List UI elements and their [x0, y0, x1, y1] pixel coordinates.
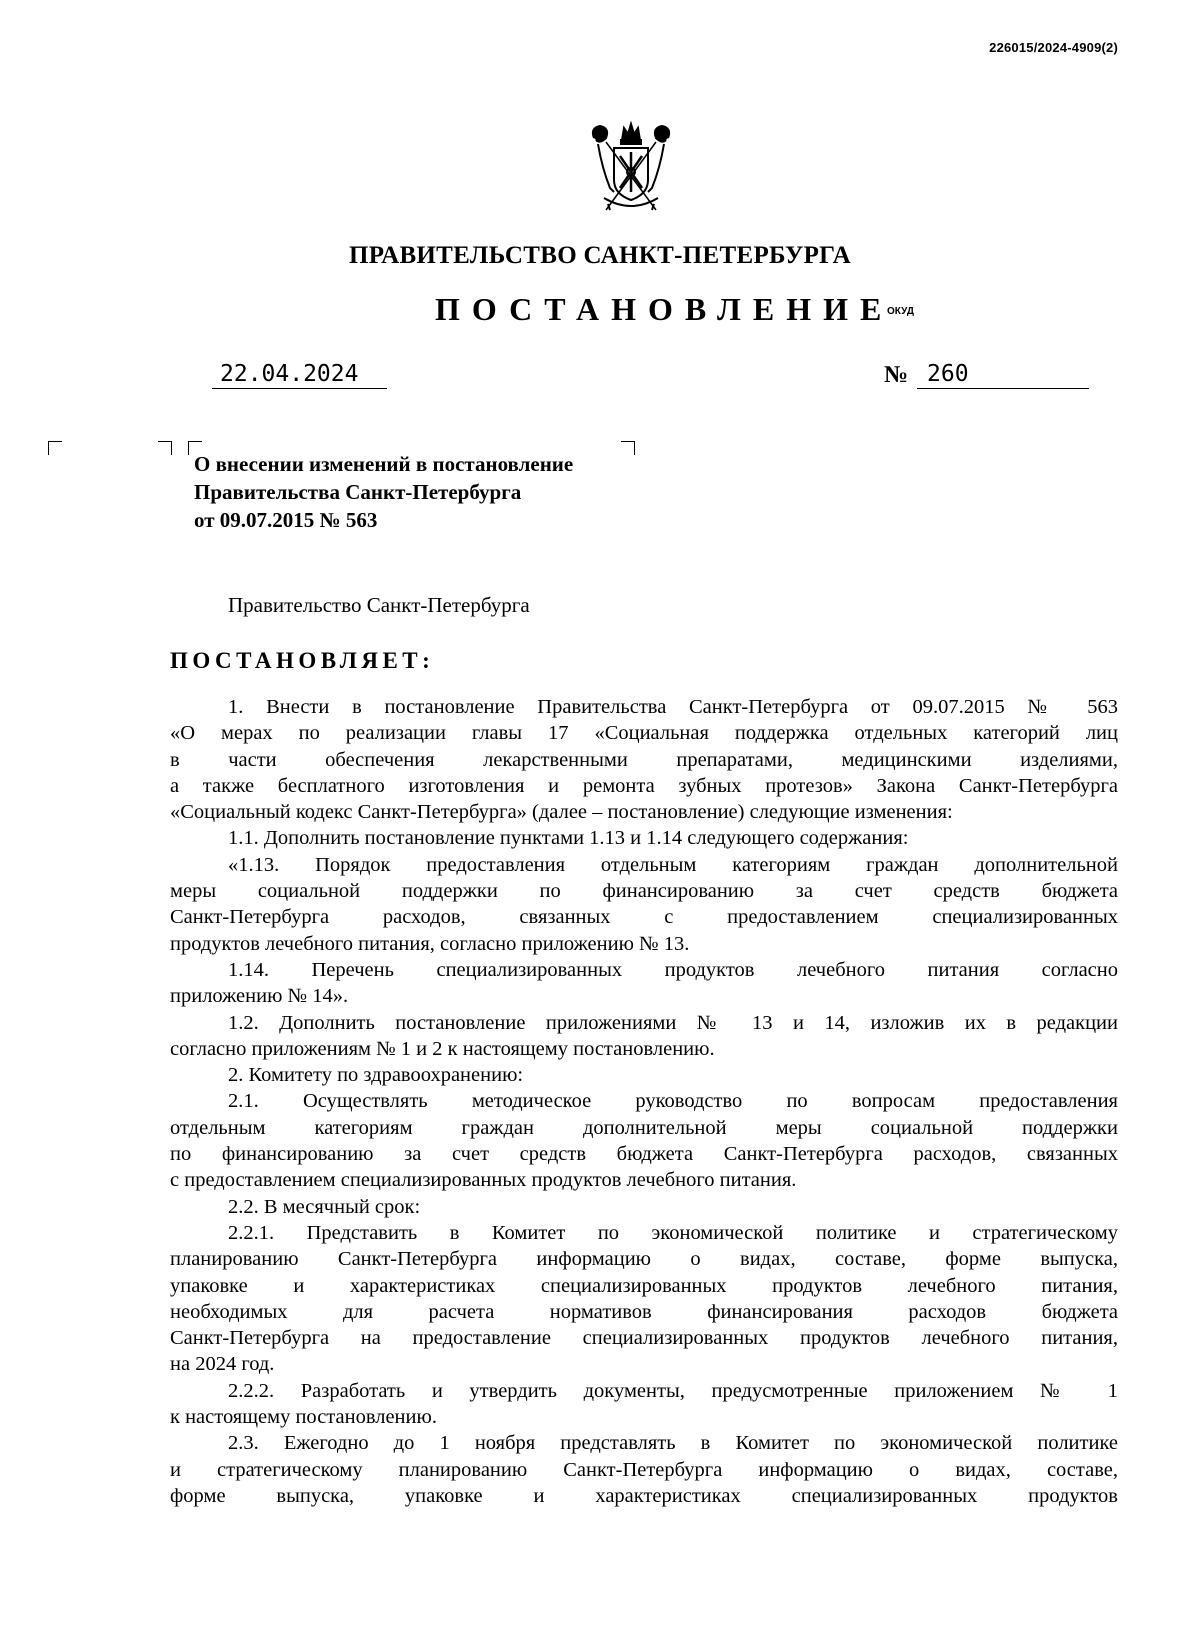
- decree-number: 260: [917, 360, 1089, 389]
- body-line: по финансированию за счет средств бюджета Санкт-Петербурга расходов, связанных: [170, 1143, 1118, 1166]
- body-line: на 2024 год.: [170, 1353, 275, 1376]
- body-line: и стратегическому планированию Санкт-Петербурга информацию о видах, составе,: [170, 1458, 1118, 1481]
- margin-corner-mark: [48, 441, 62, 455]
- body-line: упаковке и характеристиках специализированных продуктов лечебного питания,: [170, 1274, 1118, 1297]
- body-line: приложению № 14».: [170, 985, 349, 1008]
- body-line: Санкт-Петербурга на предоставление специализированных продуктов лечебного питания,: [170, 1327, 1118, 1350]
- body-line: продуктов лечебного питания, согласно приложению № 13.: [170, 932, 690, 955]
- body-line: 1. Внести в постановление Правительства Санкт-Петербурга от 09.07.2015 № 563: [228, 696, 1118, 718]
- decree-date: 22.04.2024: [212, 360, 387, 389]
- issuer-text: Правительство Санкт-Петербурга: [228, 593, 530, 617]
- decree-number-label: №: [884, 362, 909, 388]
- body-line: к настоящему постановлению.: [170, 1406, 437, 1429]
- body-line: 2.2. В месячный срок:: [228, 1195, 421, 1218]
- body-line: 1.14. Перечень специализированных продуктов лечебного питания согласно: [228, 958, 1118, 981]
- body-line: «1.13. Порядок предоставления отдельным категориям граждан дополнительной: [228, 853, 1118, 876]
- subject-line: Правительства Санкт-Петербурга: [194, 480, 522, 504]
- subject-corner-mark: [158, 441, 172, 455]
- body-line: 2. Комитету по здравоохранению:: [228, 1064, 524, 1087]
- okud-label: ОКУД: [887, 306, 914, 317]
- government-title: ПРАВИТЕЛЬСТВО САНКТ-ПЕТЕРБУРГА: [348, 242, 852, 269]
- decree-body: [170, 694, 1118, 1509]
- body-line: «О мерах по реализации главы 17 «Социальная поддержка отдельных категорий лиц: [170, 722, 1118, 745]
- body-line: «Социальный кодекс Санкт-Петербурга» (далее – постановление) следующие изменения:: [170, 801, 953, 824]
- subject-line: от 09.07.2015 № 563: [194, 508, 378, 532]
- body-line: согласно приложениям № 1 и 2 к настоящему постановлению.: [170, 1037, 715, 1060]
- subject-line: О внесении изменений в постановление: [194, 452, 574, 476]
- body-line: 1.2. Дополнить постановление приложениями № 13 и 14, изложив их в редакции: [228, 1011, 1118, 1034]
- decree-title: ПОСТАНОВЛЕНИЕ: [435, 291, 894, 327]
- body-line: 1.1. Дополнить постановление пунктами 1.13 и 1.14 следующего содержания:: [228, 827, 909, 850]
- saint-petersburg-coat-of-arms-icon: [584, 118, 678, 216]
- body-line: Санкт-Петербурга расходов, связанных с предоставлением специализированных: [170, 906, 1118, 929]
- body-line: 2.1. Осуществлять методическое руководство по вопросам предоставления: [228, 1090, 1118, 1113]
- resolves-heading: ПОСТАНОВЛЯЕТ:: [170, 648, 435, 673]
- body-line: 2.2.2. Разработать и утвердить документы, предусмотренные приложением № 1: [228, 1379, 1118, 1402]
- body-line: меры социальной поддержки по финансированию за счет средств бюджета: [170, 880, 1118, 903]
- body-line: а также бесплатного изготовления и ремонта зубных протезов» Закона Санкт-Петербурга: [170, 774, 1118, 797]
- subject-corner-mark: [621, 441, 635, 455]
- body-line: необходимых для расчета нормативов финансирования расходов бюджета: [170, 1300, 1118, 1323]
- document-id: 226015/2024-4909(2): [989, 40, 1118, 55]
- body-line: форме выпуска, упаковке и характеристиках специализированных продуктов: [170, 1484, 1118, 1507]
- body-line: планированию Санкт-Петербурга информацию о видах, составе, форме выпуска,: [170, 1248, 1118, 1271]
- body-line: 2.2.1. Представить в Комитет по экономической политике и стратегическому: [228, 1221, 1118, 1244]
- body-line: в части обеспечения лекарственными препаратами, медицинскими изделиями,: [170, 748, 1118, 771]
- body-line: с предоставлением специализированных продуктов лечебного питания.: [170, 1169, 797, 1192]
- decree-subject: [194, 450, 573, 534]
- body-line: отдельным категориям граждан дополнительной меры социальной поддержки: [170, 1116, 1118, 1139]
- body-line: 2.3. Ежегодно до 1 ноября представлять в Комитет по экономической политике: [228, 1432, 1118, 1455]
